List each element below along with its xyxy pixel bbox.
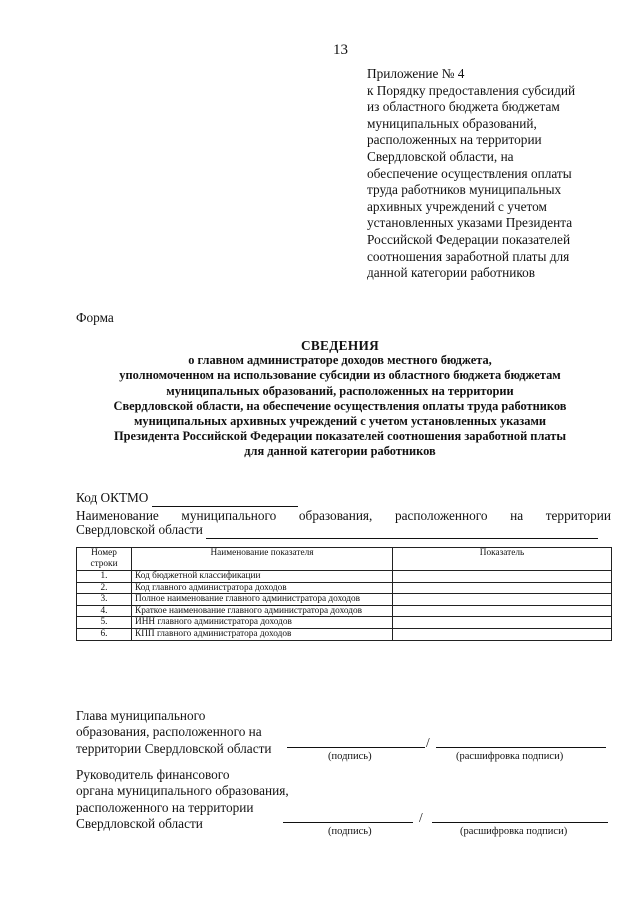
oktmo-label: Код ОКТМО xyxy=(76,490,149,505)
page-number: 13 xyxy=(333,42,348,58)
sign1-label xyxy=(76,708,272,757)
table-row xyxy=(77,594,612,606)
sign2-line: органа муниципального образования, xyxy=(76,783,289,799)
mo-word: расположенного xyxy=(394,508,488,523)
sign2-line: расположенного на территории xyxy=(76,799,254,815)
sign2-caption-sign: (подпись) xyxy=(328,826,372,837)
appendix-line: расположенных на территории xyxy=(367,132,542,148)
table-row xyxy=(77,605,612,617)
mo-word: территории xyxy=(545,508,611,523)
sign2-line: Свердловской области xyxy=(76,816,203,832)
document-title xyxy=(70,338,610,460)
appendix-line: соотношения заработной платы для xyxy=(367,248,570,264)
row-num: 1. xyxy=(77,571,132,583)
header-num: Номер строки xyxy=(77,548,132,571)
sign1-line: образования, расположенного на xyxy=(76,724,262,740)
row-name: Код главного администратора доходов xyxy=(132,582,393,594)
mo-word: образования, xyxy=(298,508,373,523)
mo-word: Наименование xyxy=(76,508,159,523)
indicators-table xyxy=(76,547,612,641)
row-num: 3. xyxy=(77,594,132,606)
row-num: 4. xyxy=(77,605,132,617)
sign1-line: Глава муниципального xyxy=(76,708,206,723)
row-name: Полное наименование главного администратора доходов xyxy=(132,594,393,606)
title-line: Президента Российской Федерации показателей соотношения заработной платы xyxy=(113,429,567,444)
appendix-line: установленных указами Президента xyxy=(367,215,573,231)
appendix-line: обеспечение осуществления оплаты xyxy=(367,165,572,181)
mo-label-tail: Свердловской области xyxy=(76,522,203,537)
title-line: уполномоченном на использование субсидии из областного бюджета бюджетам xyxy=(119,368,561,383)
row-name: Код бюджетной классификации xyxy=(132,571,393,583)
appendix-line: Российской Федерации показателей xyxy=(367,231,571,247)
title-line: Свердловской области, на обеспечение осуществления оплаты труда работников xyxy=(113,398,567,413)
appendix-line: из областного бюджета бюджетам xyxy=(367,99,560,115)
row-value-cell[interactable] xyxy=(393,617,612,629)
sign2-signature-line[interactable] xyxy=(283,822,413,823)
table-header-row xyxy=(77,548,612,571)
appendix-line: архивных учреждений с учетом xyxy=(367,198,547,214)
title-line: о главном администраторе доходов местного бюджета, xyxy=(188,353,492,368)
appendix-line: труда работников муниципальных xyxy=(367,182,562,198)
title-line: для данной категории работников xyxy=(244,444,436,459)
row-num: 6. xyxy=(77,628,132,640)
appendix-line: данной категории работников xyxy=(367,265,536,281)
sign2-line: Руководитель финансового xyxy=(76,767,230,782)
row-num: 2. xyxy=(77,582,132,594)
row-name: КПП главного администратора доходов xyxy=(132,628,393,640)
mo-name-line2 xyxy=(76,522,598,539)
sign1-decode-line[interactable] xyxy=(436,747,606,748)
appendix-line: Свердловской области, на xyxy=(367,148,514,164)
appendix-line: к Порядку предоставления субсидий xyxy=(367,82,576,98)
mo-word: на xyxy=(510,508,524,523)
sign1-caption-decode: (расшифровка подписи) xyxy=(456,751,564,762)
oktmo-field xyxy=(76,490,298,507)
title-line: муниципальных архивных учреждений с учетом установленных указами xyxy=(133,414,547,429)
appendix-block xyxy=(367,66,627,282)
row-name: ИНН главного администратора доходов xyxy=(132,617,393,629)
sign1-line: территории Свердловской области xyxy=(76,740,272,756)
row-value-cell[interactable] xyxy=(393,594,612,606)
table-row xyxy=(77,617,612,629)
table-row xyxy=(77,571,612,583)
appendix-line: муниципальных образований, xyxy=(367,115,537,131)
sign2-caption-decode: (расшифровка подписи) xyxy=(460,826,568,837)
row-value-cell[interactable] xyxy=(393,571,612,583)
table-row xyxy=(77,628,612,640)
table-row xyxy=(77,582,612,594)
sign2-label xyxy=(76,767,289,833)
sign2-decode-line[interactable] xyxy=(432,822,608,823)
row-value-cell[interactable] xyxy=(393,628,612,640)
row-value-cell[interactable] xyxy=(393,605,612,617)
row-num: 5. xyxy=(77,617,132,629)
oktmo-blank-line[interactable] xyxy=(152,490,298,507)
row-name: Краткое наименование главного администратора доходов xyxy=(132,605,393,617)
mo-word: муниципального xyxy=(181,508,277,523)
title-line: муниципальных образований, расположенных на территории xyxy=(166,383,514,398)
sign1-caption-sign: (подпись) xyxy=(328,751,372,762)
header-name: Наименование показателя xyxy=(132,548,393,571)
sign1-signature-line[interactable] xyxy=(287,747,425,748)
mo-name-blank-line[interactable] xyxy=(206,522,598,539)
form-label: Форма xyxy=(76,310,114,325)
header-value: Показатель xyxy=(393,548,612,571)
title-heading: СВЕДЕНИЯ xyxy=(300,338,380,353)
appendix-line: Приложение № 4 xyxy=(367,66,465,81)
row-value-cell[interactable] xyxy=(393,582,612,594)
